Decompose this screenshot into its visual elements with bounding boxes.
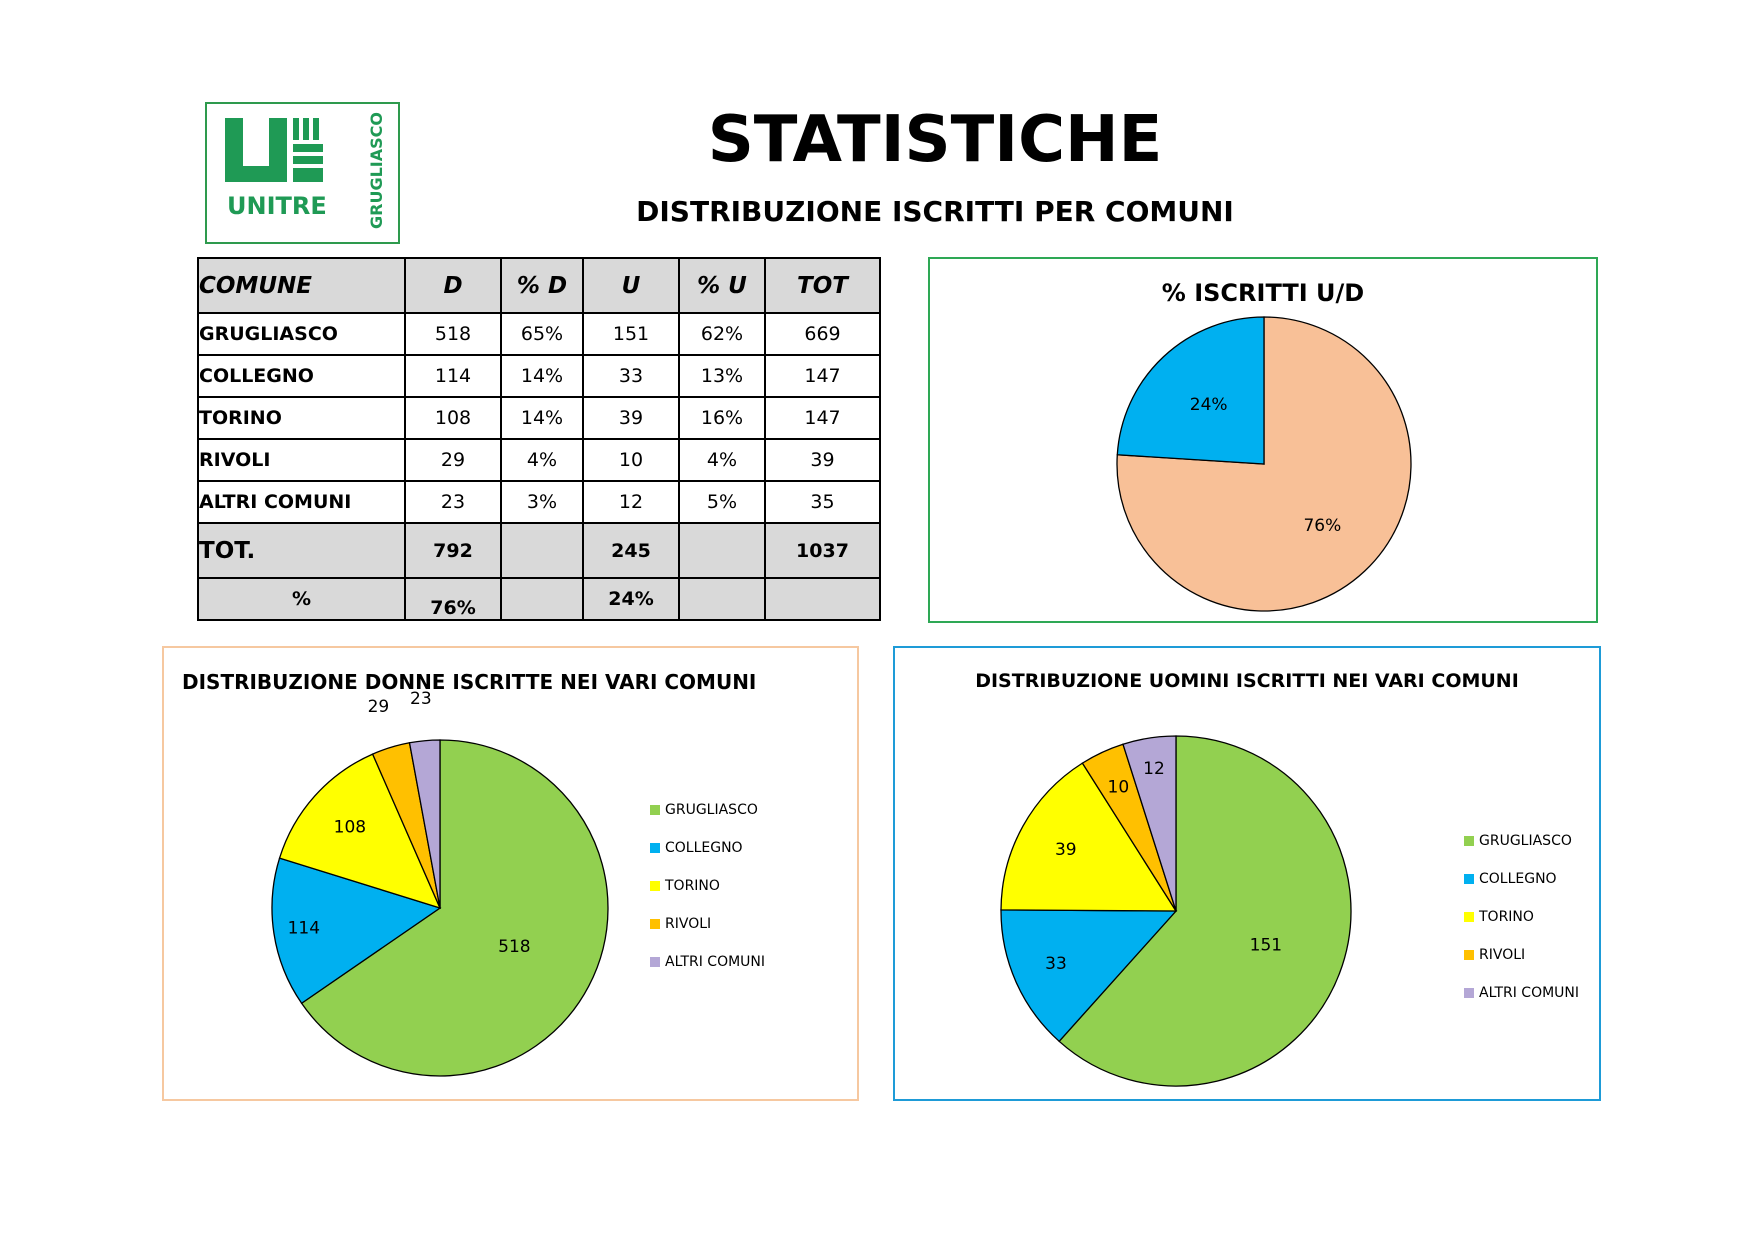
- table-cell: 12: [583, 481, 679, 523]
- col-header-pct-d: % D: [501, 258, 583, 313]
- chart-uomini-legend-item-altri-comuni: [1464, 974, 1579, 1012]
- table-cell: RIVOLI: [198, 439, 405, 481]
- table-cell: 35: [765, 481, 880, 523]
- table-cell: 147: [765, 397, 880, 439]
- table-percent-row: [198, 578, 880, 620]
- page-title: STATISTICHE: [707, 103, 1163, 177]
- chart-ud-label-u: 24%: [1189, 395, 1228, 416]
- chart-donne-legend: [650, 791, 765, 981]
- chart-donne-legend-swatch: [650, 957, 660, 967]
- table-cell: 65%: [501, 313, 583, 355]
- table-cell: [679, 523, 765, 578]
- table-cell: 151: [583, 313, 679, 355]
- chart-uomini-legend-item-torino: [1464, 898, 1579, 936]
- chart-donne-legend-item-rivoli: [650, 905, 765, 943]
- chart-ud-svg: [930, 259, 1596, 621]
- chart-donne-legend-swatch: [650, 805, 660, 815]
- chart-donne-panel: [162, 646, 859, 1101]
- table-cell: [765, 578, 880, 620]
- chart-ud-label-d: 76%: [1303, 516, 1342, 537]
- chart-uomini-legend-label: TORINO: [1479, 909, 1534, 925]
- chart-donne-legend-label: RIVOLI: [665, 916, 712, 932]
- chart-uomini-legend: [1464, 822, 1579, 1012]
- chart-uomini-label-torino: 39: [1054, 839, 1077, 860]
- table-cell: 29: [405, 439, 501, 481]
- chart-uomini-legend-label: ALTRI COMUNI: [1479, 985, 1580, 1001]
- chart-uomini-legend-label: COLLEGNO: [1479, 871, 1557, 887]
- chart-donne-label-collegno: 114: [287, 918, 321, 939]
- table-cell: TORINO: [198, 397, 405, 439]
- chart-donne-legend-label: TORINO: [665, 878, 720, 894]
- table-cell: 3%: [501, 481, 583, 523]
- chart-uomini-legend-item-grugliasco: [1464, 822, 1579, 860]
- table-cell: 5%: [679, 481, 765, 523]
- table-cell: [501, 523, 583, 578]
- chart-donne-legend-label: GRUGLIASCO: [665, 802, 758, 818]
- chart-uomini-legend-swatch: [1464, 874, 1474, 884]
- chart-donne-label-altri-comuni: 23: [410, 688, 432, 709]
- col-header-comune: COMUNE: [198, 258, 405, 313]
- table-cell: 4%: [501, 439, 583, 481]
- table-cell: 518: [405, 313, 501, 355]
- chart-donne-title: DISTRIBUZIONE DONNE ISCRITTE NEI VARI COMUNI: [182, 670, 757, 694]
- table-cell: 14%: [501, 355, 583, 397]
- chart-uomini-legend-swatch: [1464, 988, 1474, 998]
- table-row: [198, 313, 880, 355]
- col-header-pct-u: % U: [679, 258, 765, 313]
- table-cell: 4%: [679, 439, 765, 481]
- table-cell: 24%: [583, 578, 679, 620]
- chart-donne-label-rivoli: 29: [367, 697, 390, 718]
- chart-uomini-label-altri-comuni: 12: [1143, 759, 1165, 780]
- table-cell: 39: [583, 397, 679, 439]
- table-cell: COLLEGNO: [198, 355, 405, 397]
- table-cell: 14%: [501, 397, 583, 439]
- table-cell: %: [198, 578, 405, 620]
- chart-donne-label-torino: 108: [333, 817, 367, 838]
- chart-uomini-label-grugliasco: 151: [1249, 935, 1283, 956]
- logo-text: UNITRE: [227, 192, 327, 220]
- table-cell: 792: [405, 523, 501, 578]
- table-cell: GRUGLIASCO: [198, 313, 405, 355]
- table-total-row: [198, 523, 880, 578]
- chart-uomini-legend-swatch: [1464, 912, 1474, 922]
- table-cell: 39: [765, 439, 880, 481]
- chart-uomini-label-rivoli: 10: [1107, 777, 1130, 798]
- table-cell: 147: [765, 355, 880, 397]
- chart-uomini-legend-swatch: [1464, 836, 1474, 846]
- table-cell: 108: [405, 397, 501, 439]
- table-cell: 23: [405, 481, 501, 523]
- table-cell: 62%: [679, 313, 765, 355]
- table-cell: [501, 578, 583, 620]
- chart-donne-legend-item-grugliasco: [650, 791, 765, 829]
- table-row: [198, 355, 880, 397]
- table-cell: 76%: [405, 578, 501, 620]
- chart-uomini-legend-label: GRUGLIASCO: [1479, 833, 1572, 849]
- chart-uomini-label-collegno: 33: [1045, 954, 1067, 975]
- chart-donne-label-grugliasco: 518: [498, 937, 531, 958]
- chart-ud-panel: [928, 257, 1598, 623]
- table-cell: 1037: [765, 523, 880, 578]
- table-cell: ALTRI COMUNI: [198, 481, 405, 523]
- table-cell: 13%: [679, 355, 765, 397]
- chart-donne-legend-label: COLLEGNO: [665, 840, 743, 856]
- table-row: [198, 439, 880, 481]
- chart-donne-legend-item-altri-comuni: [650, 943, 765, 981]
- chart-uomini-legend-item-rivoli: [1464, 936, 1579, 974]
- table-cell: 33: [583, 355, 679, 397]
- chart-uomini-panel: [893, 646, 1601, 1101]
- page-subtitle: DISTRIBUZIONE ISCRITTI PER COMUNI: [636, 195, 1234, 228]
- chart-uomini-legend-item-collegno: [1464, 860, 1579, 898]
- chart-uomini-legend-label: RIVOLI: [1479, 947, 1526, 963]
- chart-donne-legend-label: ALTRI COMUNI: [665, 954, 766, 970]
- chart-donne-legend-swatch: [650, 881, 660, 891]
- table-header-row: [198, 258, 880, 313]
- table-cell: 10: [583, 439, 679, 481]
- col-header-u: U: [583, 258, 679, 313]
- col-header-tot: TOT: [765, 258, 880, 313]
- chart-ud-title: % ISCRITTI U/D: [1161, 279, 1365, 307]
- chart-ud-slice-u: [1117, 317, 1264, 464]
- table-cell: 114: [405, 355, 501, 397]
- unitre-logo: [205, 102, 400, 244]
- table-cell: TOT.: [198, 523, 405, 578]
- chart-donne-legend-swatch: [650, 843, 660, 853]
- stats-table: [197, 257, 881, 621]
- table-cell: 245: [583, 523, 679, 578]
- chart-donne-legend-swatch: [650, 919, 660, 929]
- col-header-d: D: [405, 258, 501, 313]
- chart-donne-legend-item-collegno: [650, 829, 765, 867]
- table-row: [198, 397, 880, 439]
- table-cell: 16%: [679, 397, 765, 439]
- table-cell: 669: [765, 313, 880, 355]
- chart-donne-legend-item-torino: [650, 867, 765, 905]
- logo-side-text: GRUGLIASCO: [367, 112, 386, 229]
- chart-uomini-title: DISTRIBUZIONE UOMINI ISCRITTI NEI VARI COMUNI: [975, 670, 1519, 692]
- chart-uomini-legend-swatch: [1464, 950, 1474, 960]
- table-row: [198, 481, 880, 523]
- table-cell: [679, 578, 765, 620]
